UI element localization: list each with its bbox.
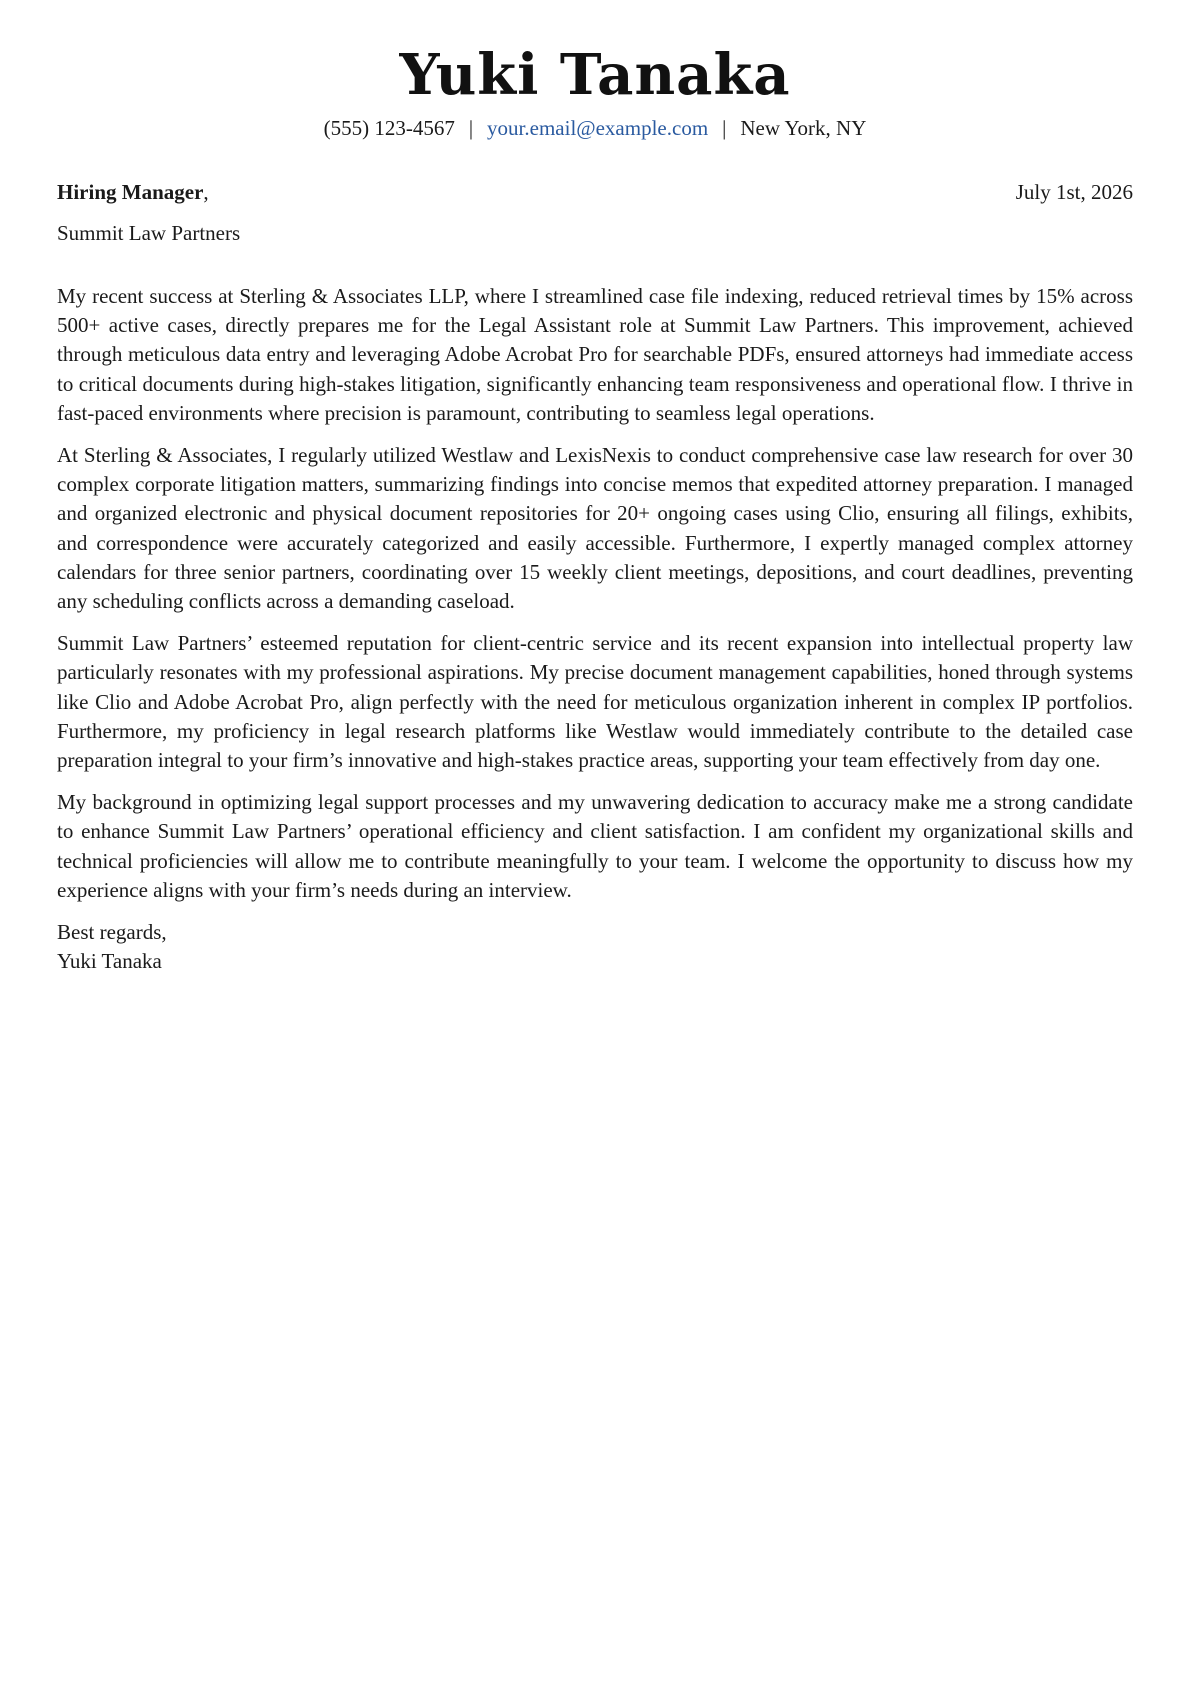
body-paragraph: My recent success at Sterling & Associates LLP, where I streamlined case file indexing, reduced retrieval times by 15% across 500+ active cases, directly prepares me for the Legal Assistant role at Summit Law Partners. This improvement, achieved through meticulous data entry and leveraging Adobe Acrobat Pro for searchable PDFs, ensured attorneys had immediate access to critical documents during high-stakes litigation, significantly enhancing team responsiveness and operational flow. I thrive in fast-paced environments where precision is paramount, contributing to seamless legal operations. (57, 284, 1133, 425)
recipient-line (57, 178, 1133, 206)
contact-separator: | (722, 116, 727, 140)
valediction: Best regards, (57, 920, 167, 945)
letter-closing (57, 918, 1133, 976)
contact-line (57, 114, 1133, 142)
recipient-salutation: Hiring Manager (57, 180, 204, 204)
recipient-company: Summit Law Partners (57, 221, 241, 245)
email-link[interactable]: your.email@example.com (487, 116, 709, 140)
location: New York, NY (740, 116, 867, 140)
body-paragraph: My background in optimizing legal support processes and my unwavering dedication to accuracy make me a strong candidate to enhance Summit Law Partners’ operational efficiency and client satisfaction. I am confident my organizational skills and technical proficiencies will allow me to contribute meaningfully to your team. I welcome the opportunity to discuss how my experience aligns with your firm’s needs during an interview. (57, 790, 1133, 902)
applicant-name: Yuki Tanaka (399, 42, 791, 108)
body-paragraph: At Sterling & Associates, I regularly utilized Westlaw and LexisNexis to conduct comprehensive case law research for over 30 complex corporate litigation matters, summarizing findings into concise memos that expedited attorney preparation. I managed and organized electronic and physical document repositories for 20+ ongoing cases using Clio, ensuring all filings, exhibits, and correspondence were accurately categorized and easily accessible. Furthermore, I expertly managed complex attorney calendars for three senior partners, coordinating over 15 weekly client meetings, depositions, and court deadlines, preventing any scheduling conflicts across a demanding caseload. (57, 443, 1133, 614)
letter-body (57, 282, 1133, 976)
body-paragraph: Summit Law Partners’ esteemed reputation for client-centric service and its recent expansion into intellectual property law particularly resonates with my professional aspirations. My precise document management capabilities, honed through systems like Clio and Adobe Acrobat Pro, align perfectly with the need for meticulous organization inherent in complex IP portfolios. Furthermore, my proficiency in legal research platforms like Westlaw would immediately contribute to the detailed case preparation integral to your firm’s innovative and high-stakes practice areas, supporting your team effectively from day one. (57, 631, 1133, 773)
phone-number: (555) 123-4567 (323, 116, 455, 140)
salutation-comma: , (203, 180, 209, 204)
signature-name: Yuki Tanaka (57, 949, 162, 974)
letter-date: July 1st, 2026 (1015, 180, 1133, 204)
contact-separator: | (468, 116, 474, 140)
